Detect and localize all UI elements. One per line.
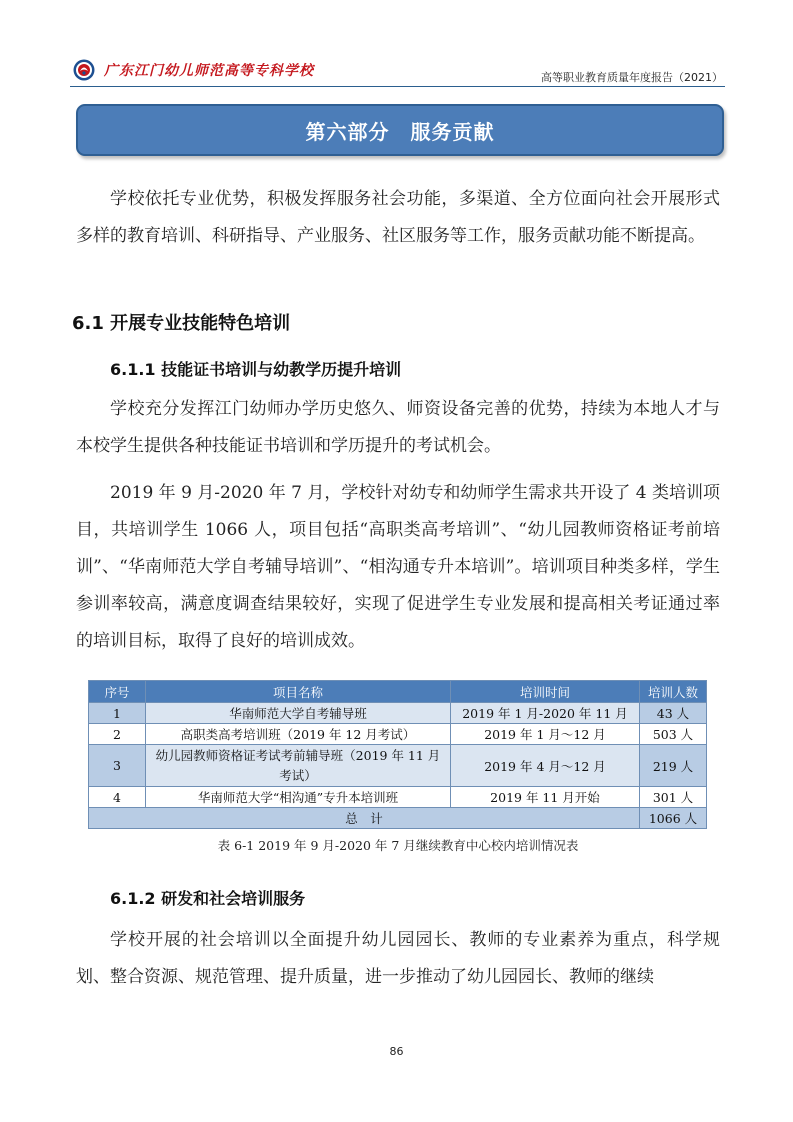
subsection-heading-6-1-2: 6.1.2 研发和社会培训服务 xyxy=(110,889,306,908)
cell-no: 2 xyxy=(89,724,146,745)
table-row xyxy=(89,703,707,724)
intro-paragraph: 学校依托专业优势，积极发挥服务社会功能，多渠道、全方位面向社会开展形式多样的教育培训、科研指导、产业服务、社区服务等工作，服务贡献功能不断提高。 xyxy=(76,189,720,246)
cell-time: 2019 年 11 月开始 xyxy=(451,787,640,808)
page-header xyxy=(70,50,725,86)
cell-time: 2019 年 1 月～12 月 xyxy=(451,724,640,745)
school-name: 广东江门幼儿师范高等专科学校 xyxy=(104,63,314,79)
cell-count: 301 人 xyxy=(640,787,707,808)
col-header-time: 培训时间 xyxy=(451,681,640,703)
paragraph-6-1-2-a: 学校开展的社会培训以全面提升幼儿园园长、教师的专业素养为重点，科学规划、整合资源、规范管理、提升质量，进一步推动了幼儿园园长、教师的继续 xyxy=(76,930,720,987)
subsection-heading-6-1-1: 6.1.1 技能证书培训与幼教学历提升培训 xyxy=(110,360,402,379)
cell-name: 华南师范大学自考辅导班 xyxy=(146,703,451,724)
table-row xyxy=(89,724,707,745)
col-header-name: 项目名称 xyxy=(146,681,451,703)
school-emblem-icon xyxy=(73,59,95,81)
cell-count: 219 人 xyxy=(640,745,707,787)
cell-name: 华南师范大学“相沟通”专升本培训班 xyxy=(146,787,451,808)
part-title: 第六部分 服务贡献 xyxy=(305,119,495,144)
cell-no: 3 xyxy=(89,745,146,787)
table-row xyxy=(89,787,707,808)
cell-name: 幼儿园教师资格证考试考前辅导班（2019 年 11 月考试） xyxy=(146,745,451,787)
training-table xyxy=(88,680,707,829)
total-value: 1066 人 xyxy=(640,808,707,829)
part-banner xyxy=(76,104,724,156)
table-row xyxy=(89,745,707,787)
cell-no: 4 xyxy=(89,787,146,808)
table-total-row xyxy=(89,808,707,829)
total-label: 总 计 xyxy=(89,808,640,829)
table-caption: 表 6-1 2019 年 9 月-2020 年 7 月继续教育中心校内培训情况表 xyxy=(217,838,579,853)
col-header-count: 培训人数 xyxy=(640,681,707,703)
cell-no: 1 xyxy=(89,703,146,724)
cell-time: 2019 年 1 月-2020 年 11 月 xyxy=(451,703,640,724)
cell-count: 503 人 xyxy=(640,724,707,745)
cell-count: 43 人 xyxy=(640,703,707,724)
cell-time: 2019 年 4 月～12 月 xyxy=(451,745,640,787)
paragraph-6-1-1-a: 学校充分发挥江门幼师办学历史悠久、师资设备完善的优势，持续为本地人才与本校学生提供各种技能证书培训和学历提升的考试机会。 xyxy=(76,399,720,456)
col-header-no: 序号 xyxy=(89,681,146,703)
cell-name: 高职类高考培训班（2019 年 12 月考试） xyxy=(146,724,451,745)
header-divider xyxy=(70,86,725,87)
section-heading-6-1: 6.1 开展专业技能特色培训 xyxy=(72,313,291,334)
table-header-row xyxy=(89,681,707,703)
page-number: 86 xyxy=(389,1045,404,1058)
paragraph-6-1-1-b: 2019 年 9 月-2020 年 7 月，学校针对幼专和幼师学生需求共开设了 4 类培训项目，共培训学生 1066 人，项目包括“高职类高考培训”、“幼儿园教师资格证考前培训”、“华南师范大学自考辅导培训”、“相沟通专升本培训”。培训项目种类多样，学生参训率较高，满意度调查结果较好，实现了促进学生专业发展和提高相关考证通过率的培训目标，取得了良好的培训成效。 xyxy=(76,483,720,651)
report-title: 高等职业教育质量年度报告（2021） xyxy=(541,71,723,84)
